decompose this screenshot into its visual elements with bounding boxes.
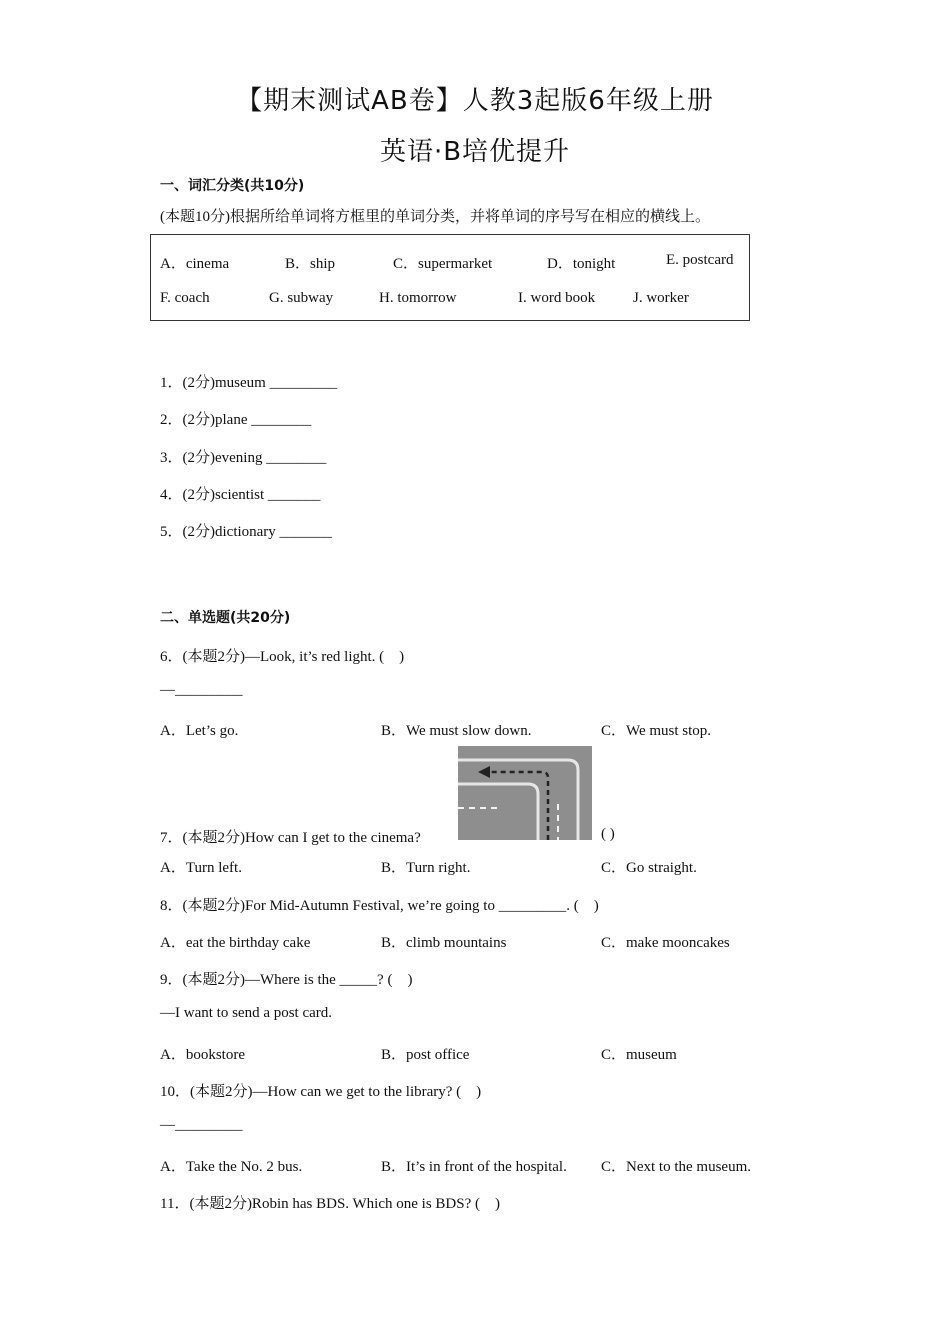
word-c: C．supermarket [393, 256, 493, 272]
q7-stem: 7．(本题2分)How can I get to the cinema? [160, 830, 421, 846]
section1-instruction: (本题10分)根据所给单词将方框里的单词分类，并将单词的序号写在相应的横线上。 [160, 209, 710, 225]
road-turn-left-figure [458, 746, 592, 840]
q6-option-a: A．Let’s go. [160, 723, 239, 739]
q6-option-c: C．We must stop. [601, 723, 712, 739]
item-4: 4．(2分)scientist _______ [160, 487, 321, 503]
q8-option-c: C．make mooncakes [601, 935, 730, 951]
item-5: 5．(2分)dictionary _______ [160, 524, 333, 540]
word-box [150, 234, 750, 321]
q10-stem: 10．(本题2分)—How can we get to the library? ( ) [160, 1084, 482, 1100]
word-e: E. postcard [666, 252, 734, 268]
q7-paren: ( ) [601, 826, 615, 842]
word-b: B．ship [285, 256, 336, 272]
word-a: A．cinema [160, 256, 230, 272]
page-subtitle: 英语·B培优提升 [379, 137, 571, 167]
section2-heading: 二、单选题(共20分) [160, 610, 291, 626]
q9-line2: —I want to send a post card. [160, 1005, 333, 1021]
q9-option-a: A．bookstore [160, 1047, 245, 1063]
q10-option-c: C．Next to the museum. [601, 1159, 751, 1175]
word-i: I. word book [518, 290, 596, 306]
q9-option-c: C．museum [601, 1047, 677, 1063]
q8-option-a: A．eat the birthday cake [160, 935, 311, 951]
q9-option-b: B．post office [381, 1047, 470, 1063]
q9-stem: 9．(本题2分)—Where is the _____? ( ) [160, 972, 413, 988]
q10-option-a: A．Take the No. 2 bus. [160, 1159, 303, 1175]
q10-answer-line: —_________ [160, 1117, 243, 1133]
q11-stem: 11．(本题2分)Robin has BDS. Which one is BDS? ( ) [160, 1196, 500, 1212]
word-g: G. subway [269, 290, 334, 306]
item-3: 3．(2分)evening ________ [160, 450, 327, 466]
page-title: 【期末测试AB卷】人教3起版6年级上册 [236, 86, 714, 116]
item-1: 1．(2分)museum _________ [160, 375, 338, 391]
q7-option-b: B．Turn right. [381, 860, 471, 876]
word-f: F. coach [160, 290, 210, 306]
section1-heading: 一、词汇分类(共10分) [160, 178, 305, 194]
word-h: H. tomorrow [379, 290, 457, 306]
q7-option-a: A．Turn left. [160, 860, 242, 876]
q6-option-b: B．We must slow down. [381, 723, 532, 739]
item-2: 2．(2分)plane ________ [160, 412, 312, 428]
q8-stem: 8．(本题2分)For Mid-Autumn Festival, we’re going to _________. ( ) [160, 898, 599, 914]
q7-option-c: C．Go straight. [601, 860, 697, 876]
word-j: J. worker [633, 290, 689, 306]
q6-stem: 6．(本题2分)—Look, it’s red light. ( ) [160, 649, 405, 665]
q10-option-b: B．It’s in front of the hospital. [381, 1159, 567, 1175]
q6-answer-line: —_________ [160, 682, 243, 698]
q8-option-b: B．climb mountains [381, 935, 507, 951]
word-d: D．tonight [547, 256, 616, 272]
